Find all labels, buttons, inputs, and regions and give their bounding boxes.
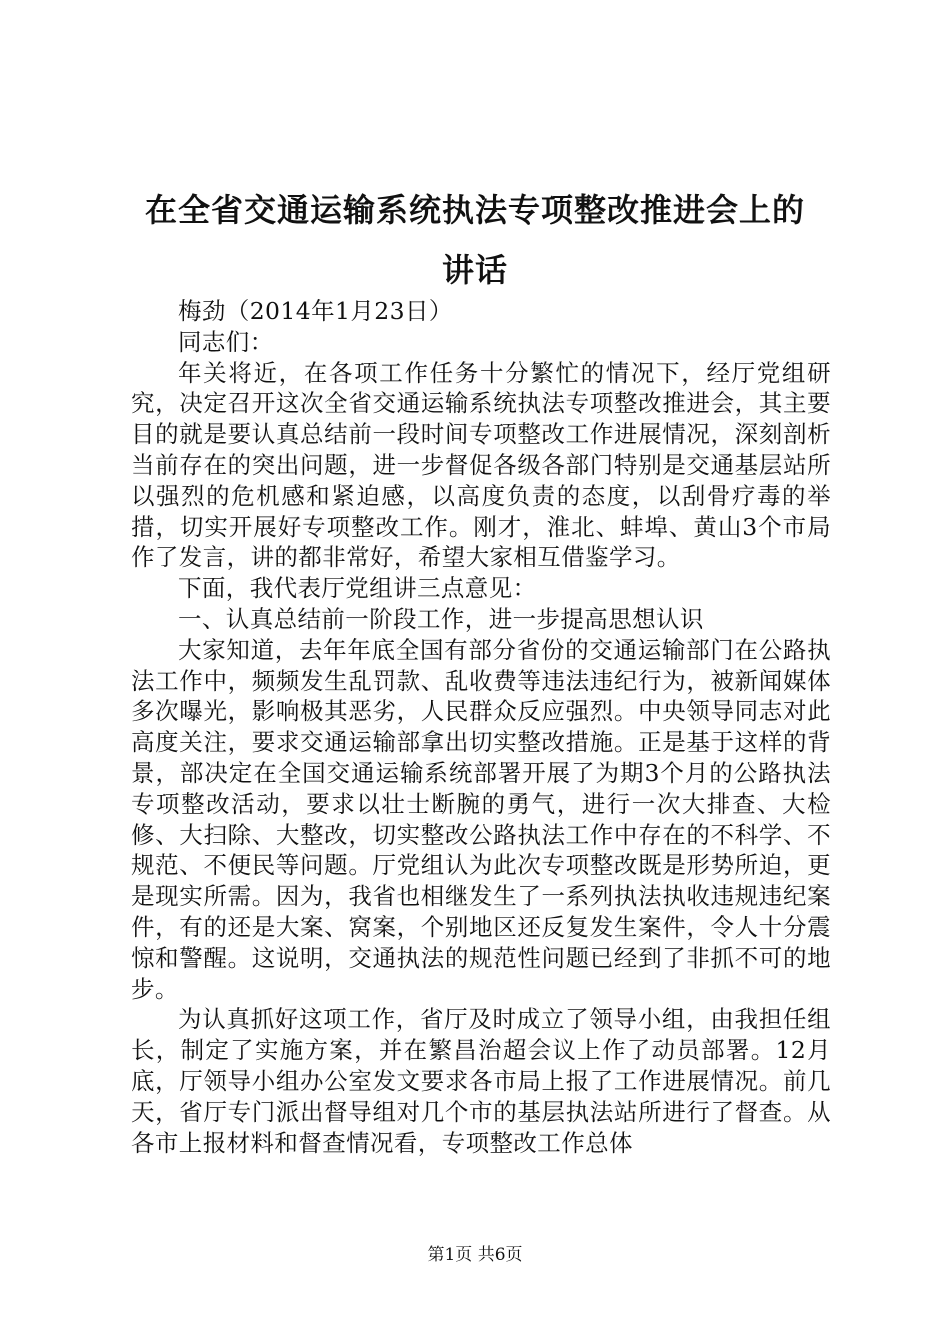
title-line-2: 讲话: [441, 251, 508, 289]
paragraph: 年关将近，在各项工作任务十分繁忙的情况下，经厅党组研究，决定召开这次全省交通运输系统执法专项整改推进会，其主要目的就是要认真总结前一段时间专项整改工作进展情况，深刻剖析当前存在的突出问题，进一步督促各级各部门特别是交通基层站所以强烈的危机感和紧迫感，以高度负责的态度，以刮骨疗毒的举措，切实开展好专项整改工作。刚才，淮北、蚌埠、黄山3个市局作了发言，讲的都非常好，希望大家相互借鉴学习。: [131, 358, 831, 572]
paragraph: 大家知道，去年年底全国有部分省份的交通运输部门在公路执法工作中，频频发生乱罚款、乱收费等违法违纪行为，被新闻媒体多次曝光，影响极其恶劣，人民群众反应强烈。中央领导同志对此高度关注，要求交通运输部拿出切实整改措施。正是基于这样的背景，部决定在全国交通运输系统部署开展了为期3个月的公路执法专项整改活动，要求以壮士断腕的勇气，进行一次大排查、大检修、大扫除、大整改，切实整改公路执法工作中存在的不科学、不规范、不便民等问题。厅党组认为此次专项整改既是形势所迫，更是现实所需。因为，我省也相继发生了一系列执法执收违规违纪案件，有的还是大案、窝案，个别地区还反复发生案件，令人十分震惊和警醒。这说明，交通执法的规范性问题已经到了非抓不可的地步。: [131, 635, 831, 1003]
salutation: 同志们：: [178, 327, 274, 356]
page-number-footer: 第1页 共6页: [427, 1245, 523, 1265]
section-heading: 一、认真总结前一阶段工作，进一步提高思想认识: [178, 604, 704, 633]
paragraph: 为认真抓好这项工作，省厅及时成立了领导小组，由我担任组长，制定了实施方案，并在繁昌治超会议上作了动员部署。12月底，厅领导小组办公室发文要求各市局上报了工作进展情况。前几天，省厅专门派出督导组对几个市的基层执法站所进行了督查。从各市上报材料和督查情况看，专项整改工作总体: [131, 1005, 831, 1157]
title-line-1: 在全省交通运输系统执法专项整改推进会上的: [144, 191, 805, 229]
document-title: [110, 180, 840, 300]
author-date-line: 梅劲（2014年1月23日）: [178, 297, 453, 325]
paragraph: 下面，我代表厅党组讲三点意见：: [178, 574, 537, 603]
document-body: [131, 296, 831, 1158]
